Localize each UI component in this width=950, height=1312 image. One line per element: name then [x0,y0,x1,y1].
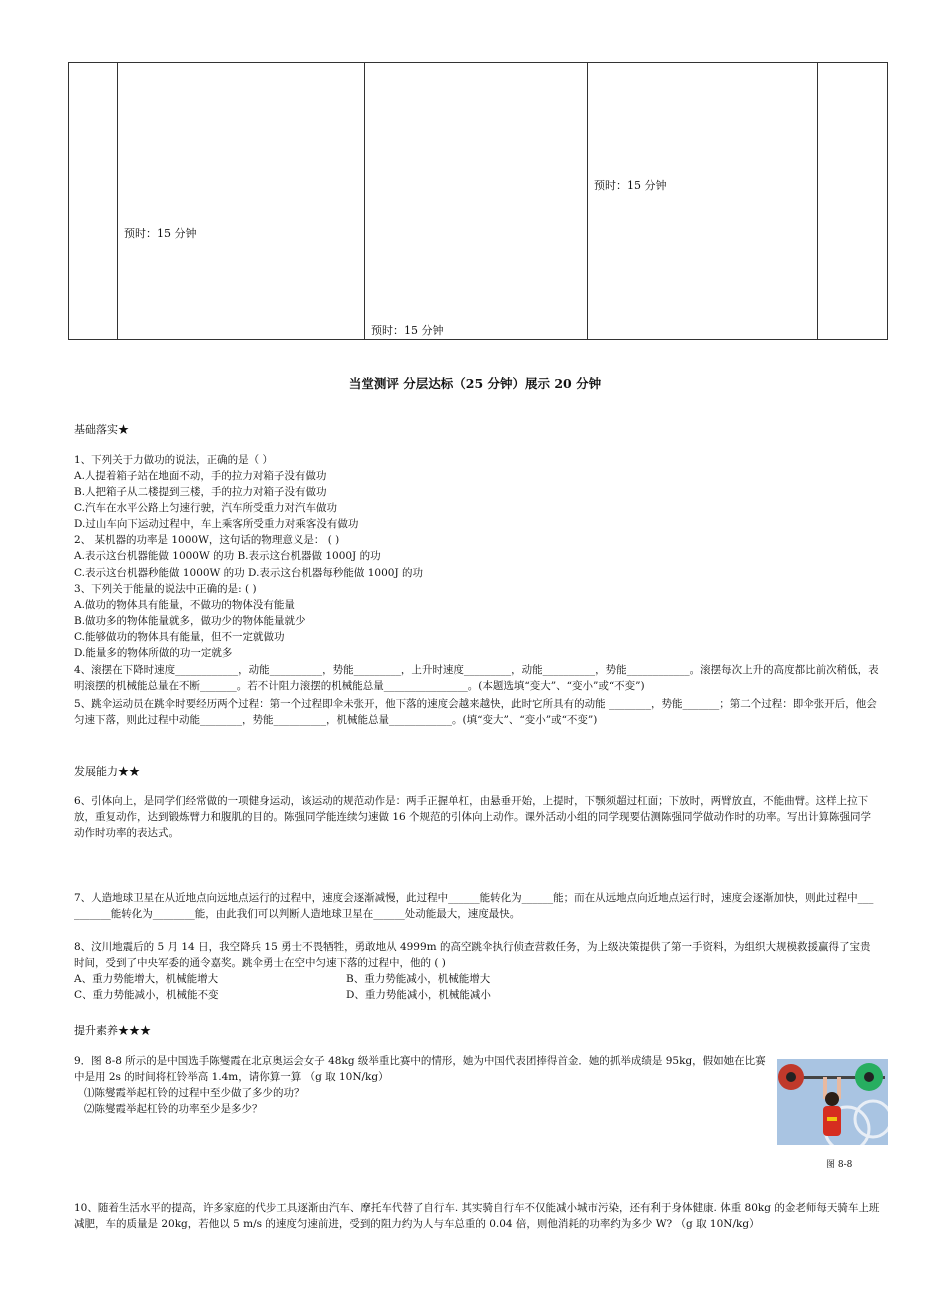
table-cell-2 [118,63,365,340]
q2-stem: 2、 某机器的功率是 1000W，这句话的物理意义是： ( ) [74,534,340,546]
q9-part-1: ⑴陈燮霞举起杠铃的过程中至少做了多少的功？ [84,1087,305,1099]
q10-text: 10、随着生活水平的提高，许多家庭的代步工具逐渐由汽车、摩托车代替了自行车. 其实骑自行车不仅能减小城市污染，还有利于身体健康. 体重 80kg 的金老师每天骑车上班减肥，车的质量是 20kg，若他以 5 m/s 的速度匀速前进，受到的阻力约为人与车总重的 0.04 倍，则他消耗的功率约为多少 W? （g 取 10N/kg） [74,1202,880,1230]
q8-option-c: C、重力势能减小，机械能不变 [74,989,219,1001]
q3-option-d: D.能量多的物体所做的功一定就多 [74,647,233,659]
q8-option-d: D、重力势能减小，机械能减小 [346,989,491,1001]
q7-text: 7、人造地球卫星在从近地点向远地点运行的过程中，速度会逐渐减慢，此过程中______能转化为______能；而在从远地点向近地点运行时，速度会逐渐加快，则此过程中___ _______能转化为________能，由此我们可以判断人造地球卫星在______处动能最大，速度最快。 [74,892,874,920]
basic-heading: 基础落实★ [74,423,129,436]
q1-option-c: C.汽车在水平公路上匀速行驶，汽车所受重力对汽车做功 [74,502,337,514]
develop-heading: 发展能力★★ [74,765,140,778]
q9-part-2: ⑵陈燮霞举起杠铃的功率至少是多少？ [84,1103,263,1115]
q9-text: 9．图 8-8 所示的是中国选手陈燮霞在北京奥运会女子 48kg 级举重比赛中的情形，她为中国代表团捧得首金．她的抓举成绩是 95kg，假如她在比赛中是用 2s 的时间将杠铃举高 1.4m，请你算一算 （g 取 10N/kg） [74,1055,766,1083]
advance-heading: 提升素养★★★ [74,1024,151,1037]
q2-options-ab: A.表示这台机器能做 1000W 的功 B.表示这台机器做 1000J 的功 [74,550,381,562]
q1-option-b: B.人把箱子从二楼提到三楼，手的拉力对箱子没有做功 [74,486,327,498]
time-estimate: 预时：15 分钟 [594,179,667,192]
q2-options-cd: C.表示这台机器秒能做 1000W 的功 D.表示这台机器每秒能做 1000J 的功 [74,567,424,579]
table-cell-3 [365,63,588,340]
q1-option-d: D.过山车向下运动过程中，车上乘客所受重力对乘客没有做功 [74,518,359,530]
weightlifting-photo [777,1059,888,1145]
q8-text: 8、汶川地震后的 5 月 14 日，我空降兵 15 勇士不畏牺牲，勇敢地从 4999m 的高空跳伞执行侦查营救任务，为上级决策提供了第一手资料，为组织大规模救援赢得了宝贵时间，受到了中央军委的通令嘉奖。跳伞勇士在空中匀速下落的过程中，他的 ( ) [74,941,871,969]
time-estimate: 预时：15 分钟 [124,227,197,240]
table-cell-1 [69,63,118,340]
section-title: 当堂测评 分层达标（25 分钟）展示 20 分钟 [348,376,602,391]
lesson-plan-table [68,62,888,340]
q3-option-b: B.做功多的物体能量就多，做功少的物体能量就少 [74,615,306,627]
q4-text: 4、滚摆在下降时速度____________，动能__________，势能_________，上升时速度_________，动能__________，势能____________。滚摆每次上升的高度都比前次稍低，表明滚摆的机械能总量在不断_______。若不计阻力滚摆的机械能总量________________。(本题选填“变大”、“变小”或“不变”) [74,664,879,692]
q1-option-a: A.人提着箱子站在地面不动，手的拉力对箱子没有做功 [74,470,327,482]
q6-text: 6、引体向上，是同学们经常做的一项健身运动，该运动的规范动作是：两手正握单杠，由悬垂开始，上提时，下颚须超过杠面；下放时，两臂放直，不能曲臂。这样上拉下放，重复动作，达到锻炼臂力和腹肌的目的。陈强同学能连续匀速做 16 个规范的引体向上动作。课外活动小组的同学现要估测陈强同学做动作时的功率。写出计算陈强同学动作时功率的表达式。 [74,795,872,839]
q8-option-b: B、重力势能减小，机械能增大 [346,973,491,985]
q5-text: 5、跳伞运动员在跳伞时要经历两个过程：第一个过程即伞未张开，他下落的速度会越来越快，此时它所具有的动能 ________，势能_______；第二个过程：即伞张开后，他会匀速下落，则此过程中动能________，势能__________，机械能总量____________。(填“变大”、“变小”或“不变”) [74,698,877,726]
table-cell-4 [588,63,818,340]
time-estimate: 预时：15 分钟 [371,324,444,337]
q8-option-a: A、重力势能增大，机械能增大 [74,973,219,985]
q3-option-a: A.做功的物体具有能量，不做功的物体没有能量 [74,599,295,611]
q1-stem: 1、下列关于力做功的说法，正确的是（ ） [74,454,274,466]
q3-option-c: C.能够做功的物体具有能量，但不一定就做功 [74,631,285,643]
figure-caption: 图 8-8 [826,1160,853,1170]
table-cell-5 [818,63,888,340]
q3-stem: 3、下列关于能量的说法中正确的是: ( ) [74,583,257,595]
